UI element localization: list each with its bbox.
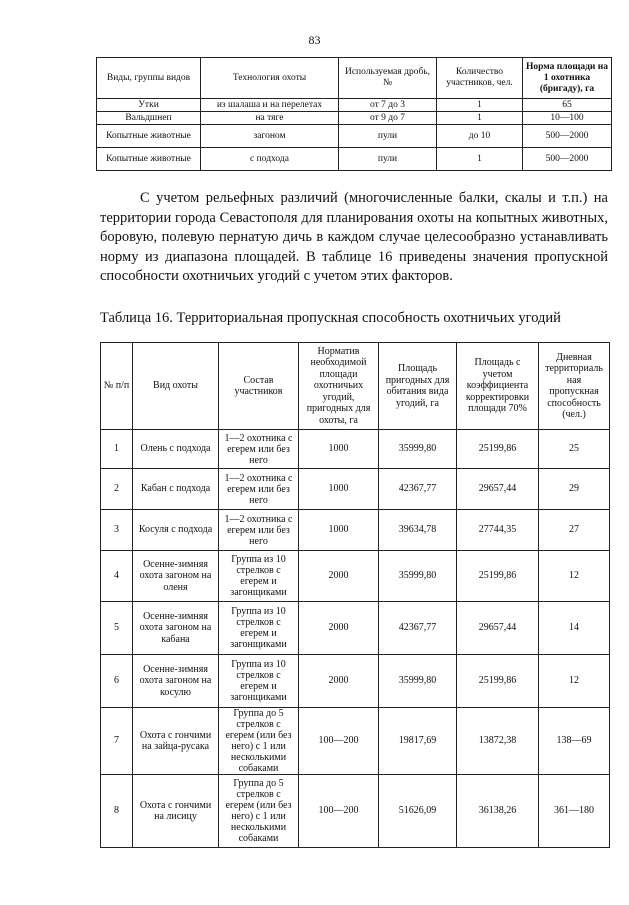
table-row [101,602,610,655]
table-cell: 12 [539,551,610,602]
table-cell: 35999,80 [379,551,457,602]
table-cell: 1 [101,430,133,469]
page-number: 83 [308,33,321,47]
table-cell: 1000 [299,430,379,469]
table-cell: Охота с гончими на лисицу [133,775,219,848]
table-row [101,510,610,551]
table-cell: Группа из 10 стрелков с егерем и загонщиками [219,602,299,655]
table-cell: 2 [101,469,133,510]
table-cell: до 10 [437,125,523,148]
table-cell: загоном [201,125,339,148]
table-cell: 25199,86 [457,551,539,602]
table-header-row [97,58,612,99]
table-cell: 361—180 [539,775,610,848]
table-cell: 1 [437,99,523,112]
table-row [97,112,612,125]
table-cell: 39634,78 [379,510,457,551]
hunting-norms-table [96,57,612,171]
table-cell: 27 [539,510,610,551]
table-cell: с подхода [201,148,339,171]
table-cell: 8 [101,775,133,848]
table-cell: 35999,80 [379,430,457,469]
table-cell: Косуля с подхода [133,510,219,551]
table-cell: 65 [523,99,612,112]
table-cell: Группа из 10 стрелков с егерем и загонщиками [219,655,299,708]
table-cell: 1—2 охотника с егерем или без него [219,469,299,510]
table-cell: 13872,38 [457,708,539,775]
table-cell: Копытные животные [97,148,201,171]
table-cell: 4 [101,551,133,602]
table-cell: от 9 до 7 [339,112,437,125]
table-cell: 12 [539,655,610,708]
table-cell: Группа из 10 стрелков с егерем и загонщиками [219,551,299,602]
table-row [101,430,610,469]
table-cell: 1 [437,112,523,125]
table-cell: Утки [97,99,201,112]
table-cell: 27744,35 [457,510,539,551]
table-cell: 5 [101,602,133,655]
header-cell: Норматив необходимой площади охотничьих угодий, пригодных для охоты, га [299,343,379,430]
table-header-row [101,343,610,430]
table-cell: 14 [539,602,610,655]
header-cell: Технология охоты [201,58,339,99]
capacity-table [100,342,610,848]
table-row [101,708,610,775]
table-cell: Осенне-зимняя охота загоном на косулю [133,655,219,708]
header-cell: Используемая дробь, № [339,58,437,99]
table-cell: из шалаша и на перелетах [201,99,339,112]
header-cell: Норма площади на 1 охотника (бригаду), га [523,58,612,99]
table-cell: Группа до 5 стрелков с егерем (или без него) с 1 или несколькими собаками [219,775,299,848]
table-cell: 36138,26 [457,775,539,848]
table-cell: 2000 [299,655,379,708]
table-cell: 42367,77 [379,602,457,655]
table-cell: 7 [101,708,133,775]
paragraph-text: С учетом рельефных различий (многочисленные балки, скалы и т.п.) на территории города Севастополя для планирования охоты на копытных животных, боровую, полевую пернатую дичь в каждом случае целесообразно устанавливать норму из диапазона площадей. В таблице 16 приведены значения пропускной способности охотничьих угодий с учетом этих факторов. [100,190,608,284]
table-row [101,469,610,510]
table-cell: 2000 [299,551,379,602]
table-cell: 100—200 [299,775,379,848]
table-cell: Вальдшнеп [97,112,201,125]
table-cell: 1000 [299,469,379,510]
table-cell: Кабан с подхода [133,469,219,510]
table-cell: 51626,09 [379,775,457,848]
table-cell: пули [339,125,437,148]
table-cell: 138—69 [539,708,610,775]
table-cell: 29657,44 [457,469,539,510]
table-row [97,125,612,148]
table-cell: 25199,86 [457,430,539,469]
table-cell: 42367,77 [379,469,457,510]
header-cell: Вид охоты [133,343,219,430]
table-cell: 19817,69 [379,708,457,775]
table-cell: 1000 [299,510,379,551]
table-cell: Копытные животные [97,125,201,148]
table-cell: 1—2 охотника с егерем или без него [219,430,299,469]
header-cell: № п/п [101,343,133,430]
table-caption: Таблица 16. Территориальная пропускная способность охотничьих угодий [100,310,561,326]
table-cell: 29 [539,469,610,510]
table-cell: 25199,86 [457,655,539,708]
table-cell: Осенне-зимняя охота загоном на кабана [133,602,219,655]
table-cell: Олень с подхода [133,430,219,469]
table-cell: от 7 до 3 [339,99,437,112]
table-cell: 29657,44 [457,602,539,655]
table-cell: Осенне-зимняя охота загоном на оленя [133,551,219,602]
table-cell: 25 [539,430,610,469]
body-paragraph [100,189,608,287]
header-cell: Количество участников, чел. [437,58,523,99]
table-cell: 6 [101,655,133,708]
table-cell: 1—2 охотника с егерем или без него [219,510,299,551]
header-cell: Площадь с учетом коэффициента корректировки площади 70% [457,343,539,430]
table-row [101,775,610,848]
table-cell: 2000 [299,602,379,655]
table-cell: 3 [101,510,133,551]
table-cell: 500—2000 [523,125,612,148]
header-cell: Состав участников [219,343,299,430]
header-cell: Виды, группы видов [97,58,201,99]
table-cell: 500—2000 [523,148,612,171]
table-cell: пули [339,148,437,171]
table-cell: 100—200 [299,708,379,775]
table-cell: 35999,80 [379,655,457,708]
table-cell: на тяге [201,112,339,125]
table-cell: 10—100 [523,112,612,125]
header-cell: Площадь пригодных для обитания вида угодий, га [379,343,457,430]
table-row [97,99,612,112]
table-cell: 1 [437,148,523,171]
header-cell: Дневная территориаль ная пропускная способность (чел.) [539,343,610,430]
table-row [97,148,612,171]
table-row [101,551,610,602]
table-row [101,655,610,708]
table-cell: Группа до 5 стрелков с егерем (или без него) с 1 или несколькими собаками [219,708,299,775]
table-cell: Охота с гончими на зайца-русака [133,708,219,775]
